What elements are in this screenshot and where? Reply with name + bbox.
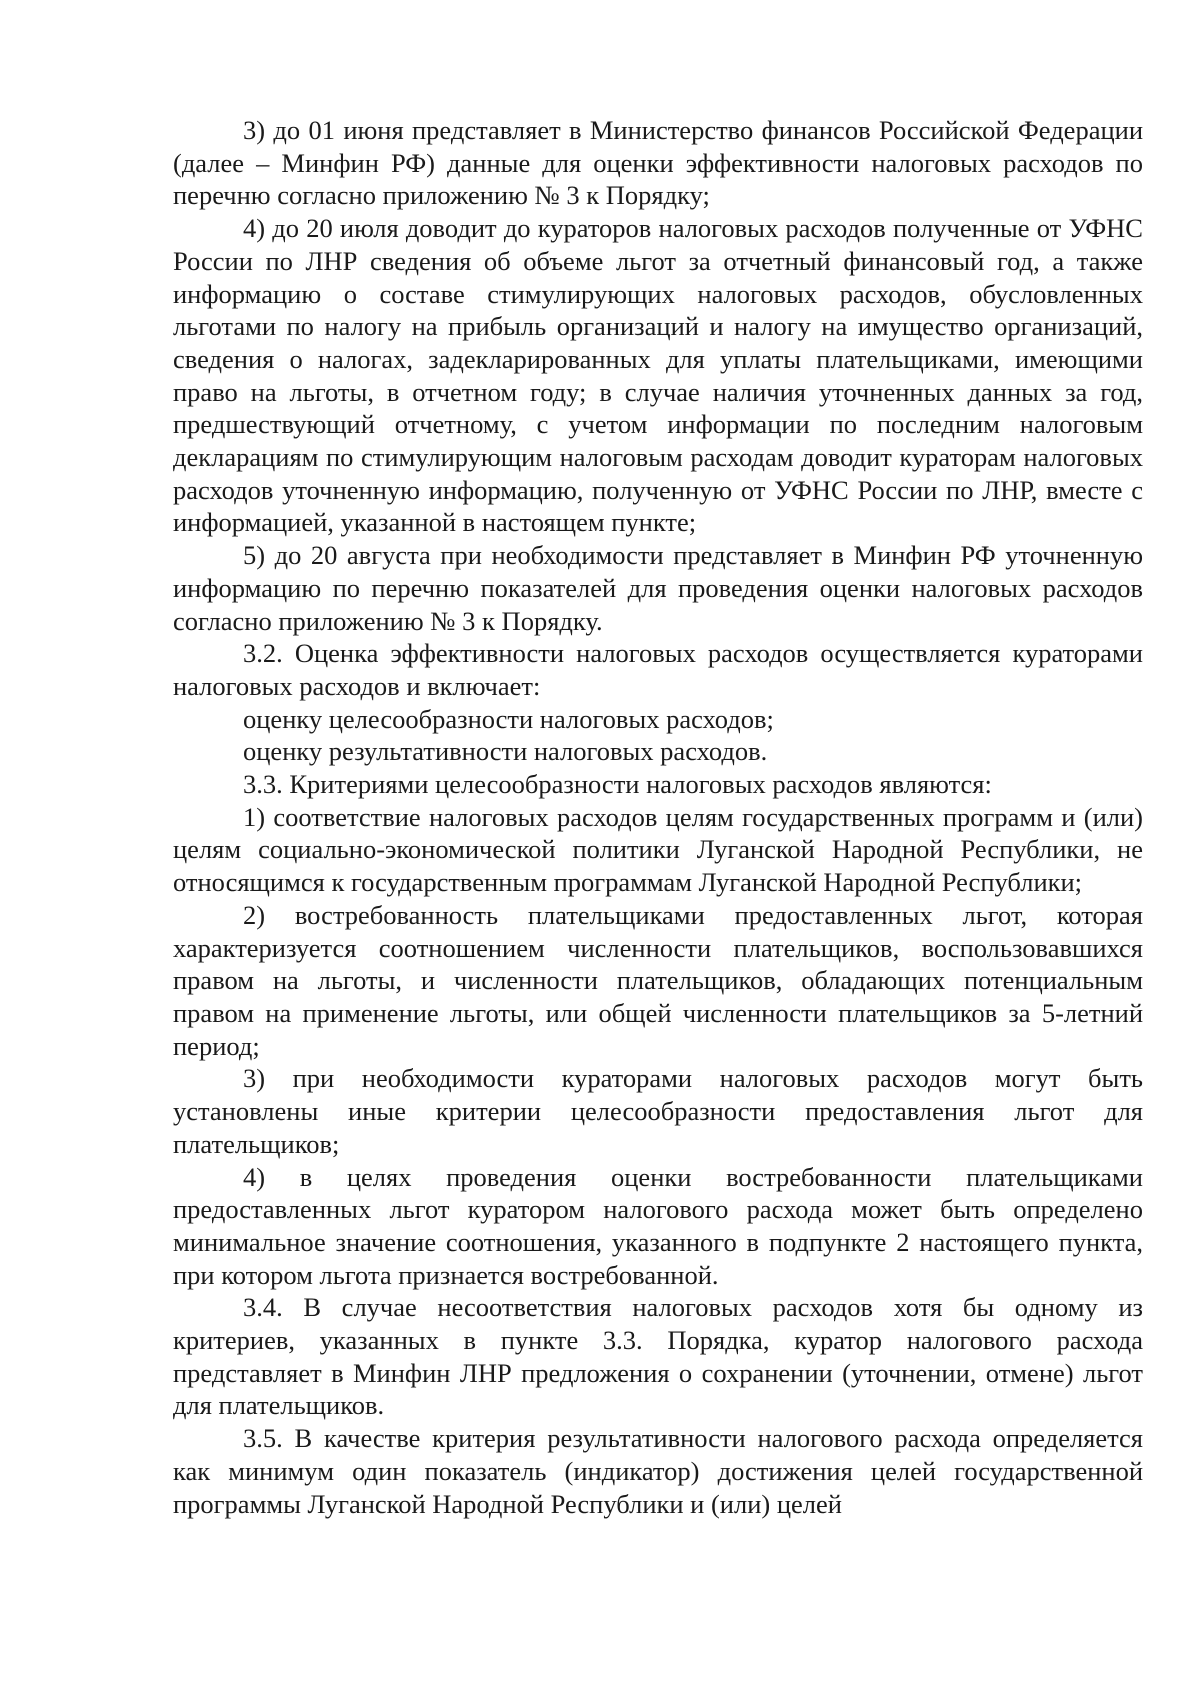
paragraph-4-curators: 4) до 20 июля доводит до кураторов налоговых расходов полученные от УФНС России по ЛНР сведения об объеме льгот за отчетный финансовый год, а также информацию о составе стимулирующих налоговых расходов, обусловленных льготами по налогу на прибыль организаций и налогу на имущество организаций, сведения о налогах, задекларированных для уплаты плательщиками, имеющими право на льготы, в отчетном году; в случае наличия уточненных данных за год, предшествующий отчетному, с учетом информации по последним налоговым декларациям по стимулирующим налоговым расходам доводит кураторам налоговых расходов уточненную информацию, полученную от УФНС России по ЛНР, вместе с информацией, указанной в настоящем пункте; <box>173 213 1143 538</box>
paragraph-3-5-result-criterion: 3.5. В качестве критерия результативности налогового расхода определяется как минимум один показатель (индикатор) достижения целей государственной программы Луганской Народной Республики и (или) целей <box>173 1423 1143 1519</box>
paragraph-criterion-3: 3) при необходимости кураторами налоговых расходов могут быть установлены иные критерии целесообразности предоставления льгот для плательщиков; <box>173 1063 1143 1159</box>
paragraph-3-4-noncompliance: 3.4. В случае несоответствия налоговых расходов хотя бы одному из критериев, указанных в пункте 3.3. Порядка, куратор налогового расхода представляет в Минфин ЛНР предложения о сохранении (уточнении, отмене) льгот для плательщиков. <box>173 1292 1143 1421</box>
paragraph-criterion-4: 4) в целях проведения оценки востребованности плательщиками предоставленных льгот куратором налогового расхода может быть определено минимальное значение соотношения, указанного в подпункте 2 настоящего пункта, при котором льгота признается востребованной. <box>173 1161 1143 1290</box>
document-body <box>173 114 1143 1520</box>
paragraph-3-2-evaluation: 3.2. Оценка эффективности налоговых расходов осуществляется кураторами налоговых расходов и включает: <box>173 638 1143 701</box>
paragraph-3-minfin-rf: 3) до 01 июня представляет в Министерство финансов Российской Федерации (далее – Минфин РФ) данные для оценки эффективности налоговых расходов по перечню согласно приложению № 3 к Порядку; <box>173 115 1143 211</box>
paragraph-criterion-2: 2) востребованность плательщиками предоставленных льгот, которая характеризуется соотношением численности плательщиков, воспользовавшихся правом на льготы, и численности плательщиков, обладающих потенциальным правом на применение льготы, или общей численности плательщиков за 5-летний период; <box>173 899 1143 1061</box>
paragraph-expediency-assessment: оценку целесообразности налоговых расходов; <box>243 703 774 734</box>
paragraph-effectiveness-assessment: оценку результативности налоговых расходов. <box>243 736 768 767</box>
paragraph-criterion-1: 1) соответствие налоговых расходов целям государственных программ и (или) целям социально-экономической политики Луганской Народной Республики, не относящимся к государственным программам Луганской Народной Республики; <box>173 801 1143 898</box>
paragraph-3-3-criteria: 3.3. Критериями целесообразности налоговых расходов являются: <box>243 769 992 800</box>
paragraph-5-august: 5) до 20 августа при необходимости представляет в Минфин РФ уточненную информацию по перечню показателей для проведения оценки налоговых расходов согласно приложению № 3 к Порядку. <box>173 540 1143 636</box>
